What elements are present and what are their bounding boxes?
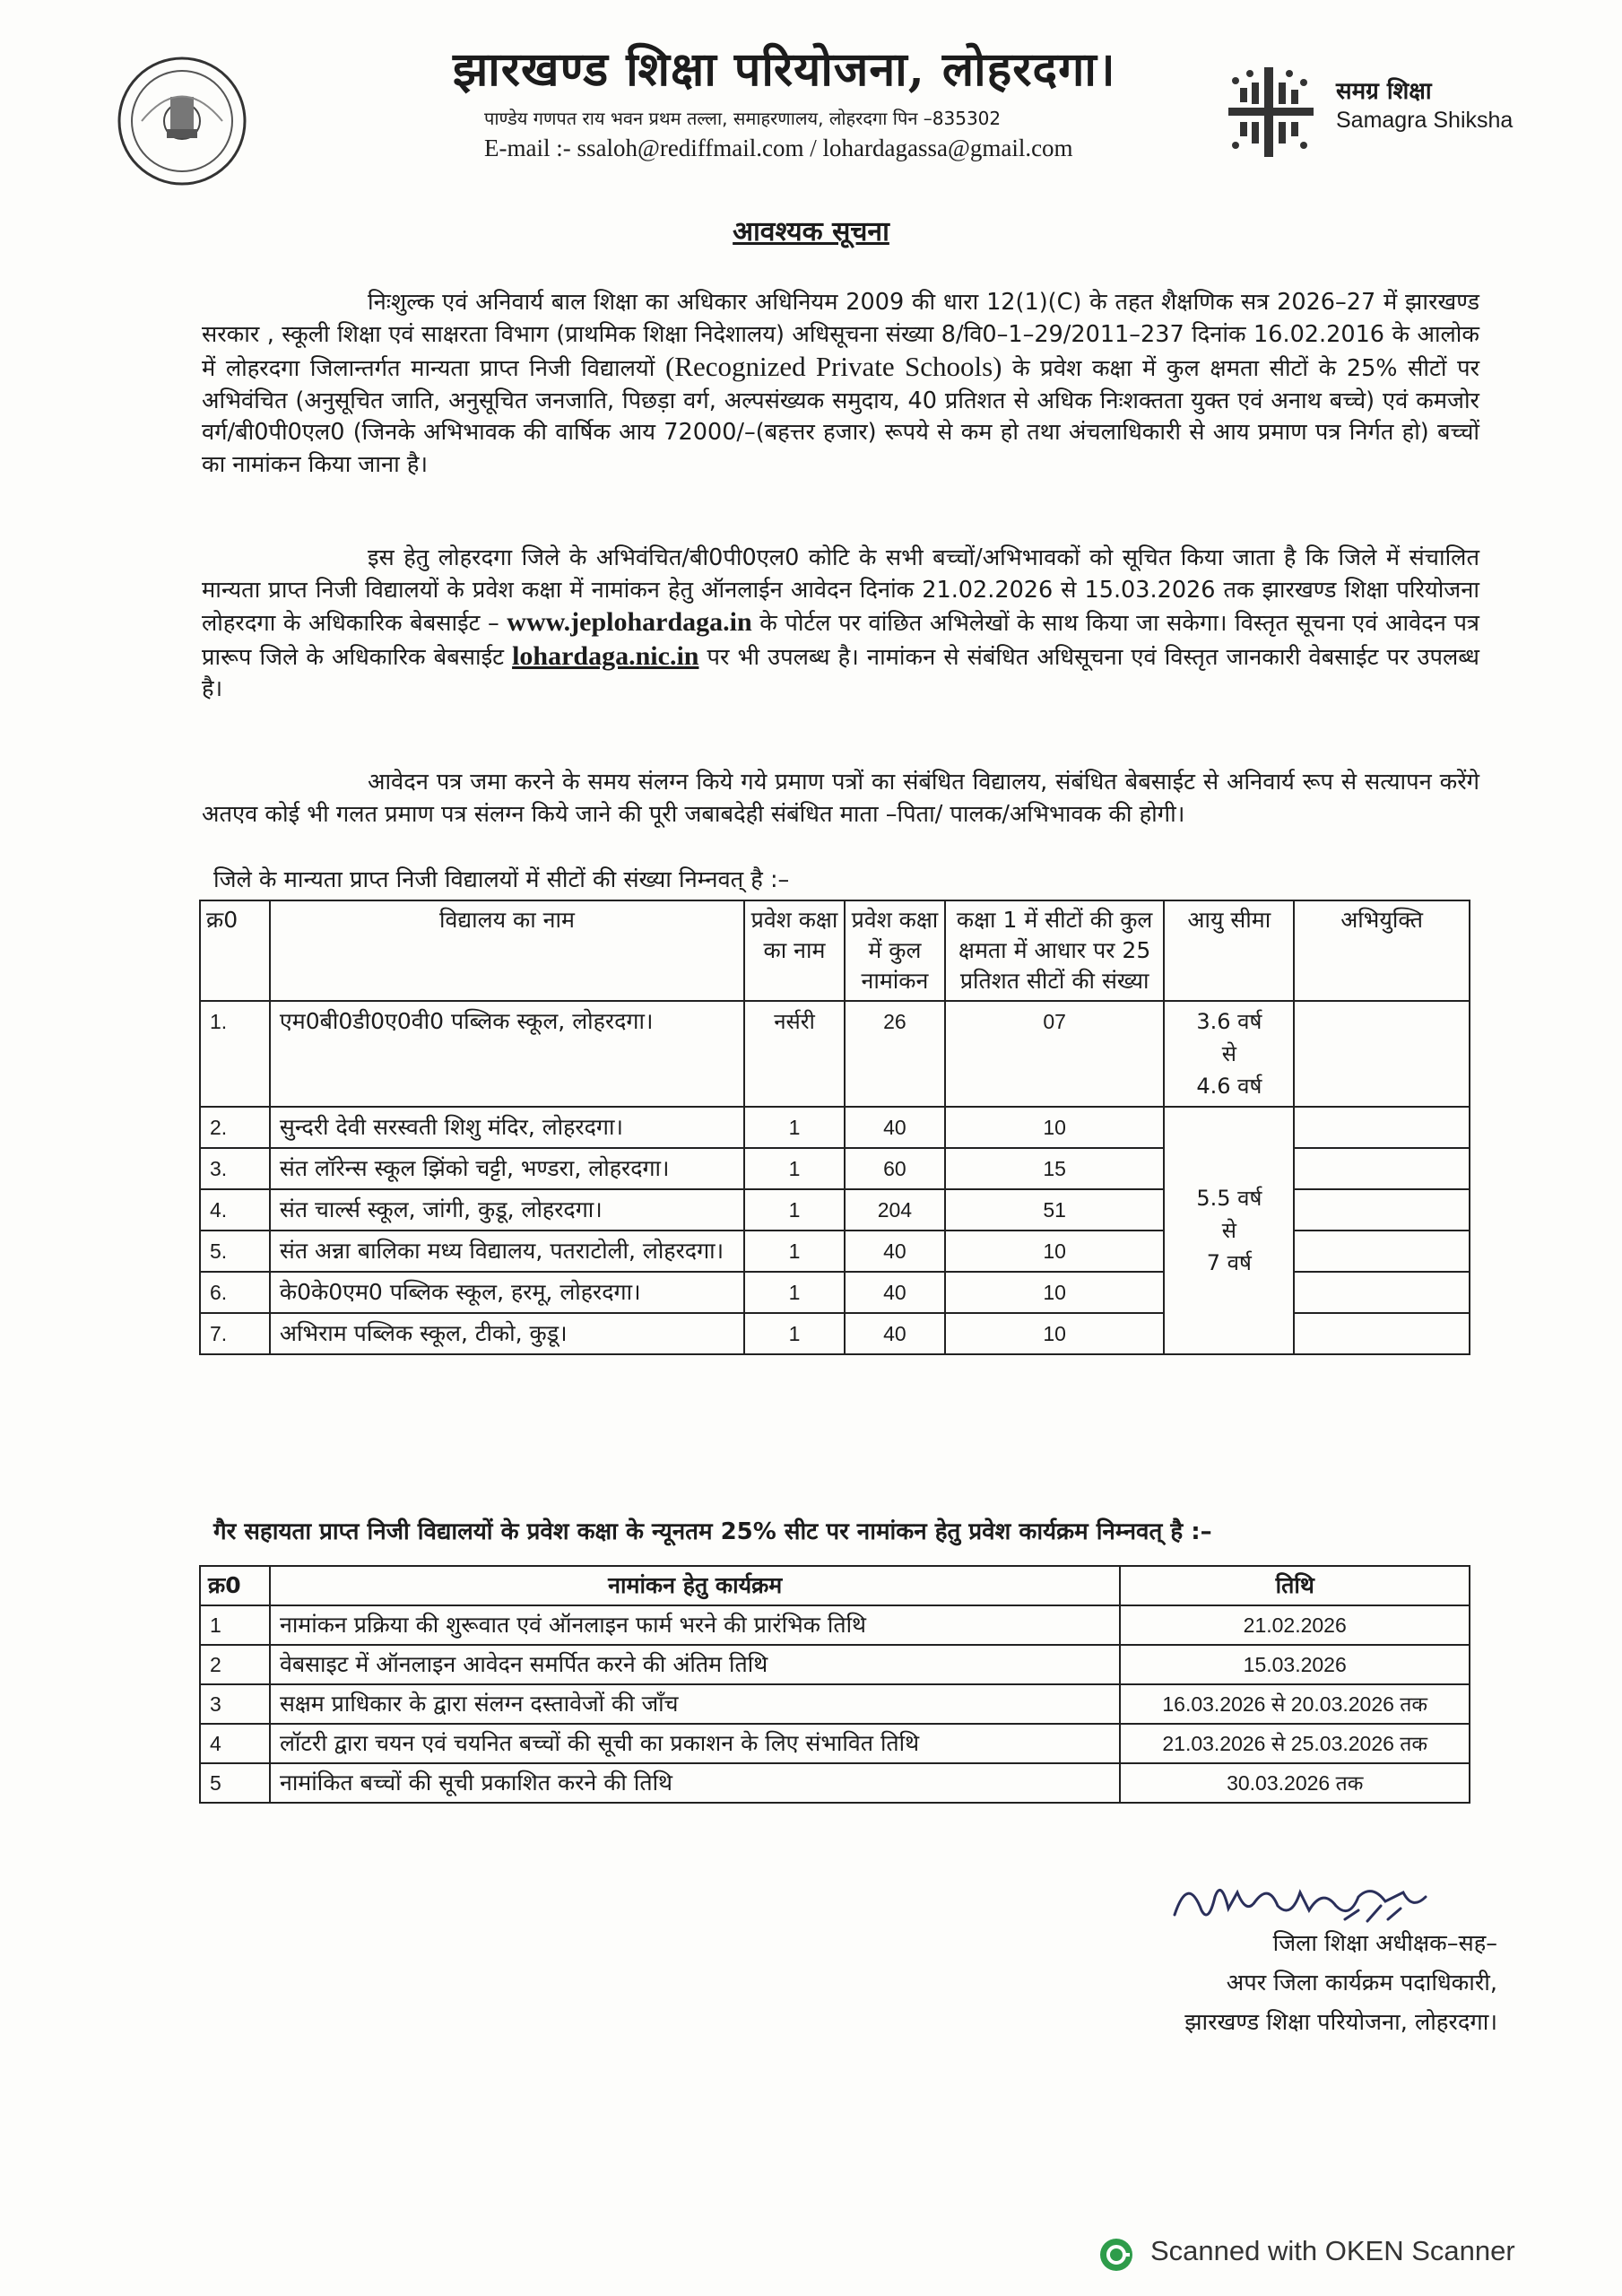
row-sn: 6. [200, 1272, 270, 1313]
row-remarks [1294, 1107, 1470, 1148]
row-total: 26 [845, 1001, 945, 1107]
age-limit-class-1 [1164, 1107, 1294, 1354]
signatory-line-3: झारखण्ड शिक्षा परियोजना, लोहरदगा। [1184, 2009, 1497, 2036]
district-website-link[interactable]: lohardaga.nic.in [512, 640, 699, 671]
notice-title: आवश्यक सूचना [733, 216, 889, 248]
table-row [200, 1001, 1470, 1107]
logo-hindi-text: समग्र शिक्षा [1336, 78, 1432, 105]
row-seats: 15 [945, 1148, 1165, 1189]
row-entry-class: नर्सरी [744, 1001, 845, 1107]
row-seats: 51 [945, 1189, 1165, 1231]
header-total-enrollment: प्रवेश कक्षा में कुल नामांकन [845, 900, 945, 1001]
row-program: नामांकित बच्चों की सूची प्रकाशित करने की तिथि [270, 1763, 1120, 1803]
row-sn: 2. [200, 1107, 270, 1148]
row-seats: 10 [945, 1313, 1165, 1354]
logo-english-text: Samagra Shiksha [1336, 108, 1514, 133]
row-program: सक्षम प्राधिकार के द्वारा संलग्न दस्तावेजों की जाँच [270, 1684, 1120, 1724]
row-sn: 3. [200, 1148, 270, 1189]
paragraph-1 [202, 287, 1479, 482]
portal-website-link[interactable]: www.jeplohardaga.in [507, 607, 752, 638]
row-total: 40 [845, 1107, 945, 1148]
row-entry-class: 1 [744, 1272, 845, 1313]
org-email: E-mail :- ssaloh@rediffmail.com / lohardagassa@gmail.com [484, 135, 1073, 161]
signatory-line-2: अपर जिला कार्यक्रम पदाधिकारी, [1226, 1970, 1497, 1996]
row-seats: 07 [945, 1001, 1165, 1107]
row-date: 15.03.2026 [1120, 1645, 1470, 1684]
org-address: पाण्डेय गणपत राय भवन प्रथम तल्ला, समाहरणालय, लोहरदगा पिन –835302 [484, 108, 1002, 129]
schedule-table-header [200, 1566, 1470, 1605]
row-program: नामांकन प्रक्रिया की शुरूवात एवं ऑनलाइन फार्म भरने की प्रारंभिक तिथि [270, 1605, 1120, 1645]
header-sn: क्र0 [200, 900, 270, 1001]
header-entry-class: प्रवेश कक्षा का नाम [744, 900, 845, 1001]
row-sn: 4 [200, 1724, 270, 1763]
paragraph-3 [202, 767, 1479, 831]
row-school-name: एम0बी0डी0ए0वी0 पब्लिक स्कूल, लोहरदगा। [270, 1001, 744, 1107]
row-entry-class: 1 [744, 1189, 845, 1231]
row-program: लॉटरी द्वारा चयन एवं चयनित बच्चों की सूची का प्रकाशन के लिए संभावित तिथि [270, 1724, 1120, 1763]
row-seats: 10 [945, 1272, 1165, 1313]
row-entry-class: 1 [744, 1148, 845, 1189]
seats-table-caption: जिले के मान्यता प्राप्त निजी विद्यालयों में सीटों की संख्या निम्नवत् है :– [213, 866, 790, 893]
row-entry-class: 1 [744, 1231, 845, 1272]
samagra-shiksha-logo-icon [1218, 63, 1325, 161]
paragraph-1-part-a: निःशुल्क एवं अनिवार्य बाल शिक्षा का अधिकार अधिनियम 2009 की धारा 12(1)(C) के तहत शैक्षणिक सत्र 2026–27 में झारखण्ड सरकार , स्कूली शिक्षा एवं साक्षरता विभाग (प्राथमिक शिक्षा निदेशालय) अधिसूचना संख्या 8/वि0–1–29/2011–237 दिनांक 16.02.2016 के आलोक में लोहरदगा जिलान्तर्गत मान्यता प्राप्त निजी विद्यालयों [202, 289, 1479, 383]
jharkhand-emblem-icon [115, 54, 249, 188]
row-sn: 3 [200, 1684, 270, 1724]
row-sn: 1. [200, 1001, 270, 1107]
table-row [200, 1645, 1470, 1684]
recognized-private-schools: (Recognized Private Schools) [664, 351, 1002, 383]
paragraph-2-part-b: के पोर्टल पर वांछित अभिलेखों के साथ किया जा सकेगा। विस्तृत सूचना एवं आवेदन पत्र प्रारूप जिले के अधिकारिक बेबसाईट [202, 610, 1480, 671]
paragraph-2-part-a: इस हेतु लोहरदगा जिले के अभिवंचित/बी0पी0एल0 कोटि के सभी बच्चों/अभिभावकों को सूचित किया जाता है कि जिले में संचालित मान्यता प्राप्त निजी विद्यालयों के प्रवेश कक्षा में नामांकन हेतु ऑनलाईन आवेदन दिनांक 21.02.2026 से 15.03.2026 तक झारखण्ड शिक्षा परियोजना लोहरदगा के अधिकारिक बेबसाईट – [202, 544, 1479, 638]
row-school-name: के0के0एम0 पब्लिक स्कूल, हरमू, लोहरदगा। [270, 1272, 744, 1313]
table-row [200, 1724, 1470, 1763]
row-sn: 2 [200, 1645, 270, 1684]
seats-table-header [200, 900, 1470, 1001]
row-total: 40 [845, 1313, 945, 1354]
row-date: 21.02.2026 [1120, 1605, 1470, 1645]
signatory-line-1: जिला शिक्षा अधीक्षक–सह– [1272, 1930, 1497, 1957]
paragraph-2 [202, 543, 1479, 706]
row-date: 16.03.2026 से 20.03.2026 तक [1120, 1684, 1470, 1724]
age-to: 4.6 वर्ष [1196, 1074, 1262, 1099]
age-limit-nursery [1164, 1001, 1294, 1107]
header-age-limit: आयु सीमा [1164, 900, 1294, 1001]
schedule-table [199, 1565, 1470, 1804]
row-entry-class: 1 [744, 1313, 845, 1354]
row-remarks [1294, 1001, 1470, 1107]
row-program: वेबसाइट में ऑनलाइन आवेदन समर्पित करने की अंतिम तिथि [270, 1645, 1120, 1684]
header-seat-count: कक्षा 1 में सीटों की कुल क्षमता में आधार पर 25 प्रतिशत सीटों की संख्या [945, 900, 1165, 1001]
row-school-name: संत अन्ना बालिका मध्य विद्यालय, पतराटोली, लोहरदगा। [270, 1231, 744, 1272]
oken-scanner-icon [1098, 2237, 1134, 2273]
header-sn: क्र0 [200, 1566, 270, 1605]
scanner-text: Scanned with OKEN Scanner [1150, 2235, 1515, 2266]
paragraph-1-part-c: के प्रवेश कक्षा में कुल क्षमता सीटों के 25% सीटों पर अभिवंचित (अनुसूचित जाति, अनुसूचित जनजाति, पिछड़ा वर्ग, अल्पसंख्यक समुदाय, 40 प्रतिशत से अधिक निःशक्तता युक्त एवं अनाथ बच्चे) एवं कमजोर वर्ग/बी0पी0एल0 (जिनके अभिभावक की वार्षिक आय 72000/–(बहत्तर हजार) रूपये से कम हो तथा अंचलाधिकारी से आय प्रमाण पत्र निर्गत हो) बच्चों का नामांकन किया जाना है। [202, 355, 1480, 478]
table-row [200, 1605, 1470, 1645]
row-remarks [1294, 1148, 1470, 1189]
row-sn: 1 [200, 1605, 270, 1645]
header-date: तिथि [1120, 1566, 1470, 1605]
row-sn: 5. [200, 1231, 270, 1272]
row-school-name: सुन्दरी देवी सरस्वती शिशु मंदिर, लोहरदगा। [270, 1107, 744, 1148]
row-date: 21.03.2026 से 25.03.2026 तक [1120, 1724, 1470, 1763]
row-school-name: संत लॉरेन्स स्कूल झिंको चट्टी, भण्डरा, लोहरदगा। [270, 1148, 744, 1189]
paragraph-2-part-c: पर भी उपलब्ध है। नामांकन से संबंधित अधिसूचना एवं विस्तृत जानकारी वेबसाईट पर उपलब्ध है। [202, 643, 1479, 703]
row-seats: 10 [945, 1231, 1165, 1272]
org-title: झारखण्ड शिक्षा परियोजना, लोहरदगा। [453, 42, 1116, 97]
schedule-table-caption: गैर सहायता प्राप्त निजी विद्यालयों के प्रवेश कक्षा के न्यूनतम 25% सीट पर नामांकन हेतु प्रवेश कार्यक्रम निम्नवत् है :– [213, 1518, 1212, 1545]
row-date: 30.03.2026 तक [1120, 1763, 1470, 1803]
age-from: 5.5 वर्ष [1196, 1186, 1262, 1211]
row-seats: 10 [945, 1107, 1165, 1148]
row-total: 40 [845, 1231, 945, 1272]
row-total: 40 [845, 1272, 945, 1313]
table-row [200, 1684, 1470, 1724]
row-total: 204 [845, 1189, 945, 1231]
age-from: 3.6 वर्ष [1196, 1009, 1262, 1034]
row-remarks [1294, 1231, 1470, 1272]
header-school-name: विद्यालय का नाम [270, 900, 744, 1001]
row-entry-class: 1 [744, 1107, 845, 1148]
seats-table [199, 900, 1470, 1355]
row-remarks [1294, 1313, 1470, 1354]
row-sn: 4. [200, 1189, 270, 1231]
table-row [200, 1107, 1470, 1148]
table-row [200, 1763, 1470, 1803]
age-to-word: से [1221, 1218, 1236, 1243]
row-remarks [1294, 1189, 1470, 1231]
row-sn: 5 [200, 1763, 270, 1803]
age-to-word: से [1221, 1041, 1236, 1066]
signatory-block [1031, 1924, 1497, 2042]
row-total: 60 [845, 1148, 945, 1189]
row-remarks [1294, 1272, 1470, 1313]
paragraph-3-text: आवेदन पत्र जमा करने के समय संलग्न किये गये प्रमाण पत्रों का संबंधित विद्यालय, संबंधित बेबसाईट से अनिवार्य रूप से सत्यापन करेंगे अतएव कोई भी गलत प्रमाण पत्र संलग्न किये जाने की पूरी जबाबदेही संबंधित माता –पिता/ पालक/अभिभावक की होगी। [202, 769, 1479, 828]
header-remarks: अभियुक्ति [1294, 900, 1470, 1001]
row-school-name: अभिराम पब्लिक स्कूल, टीको, कुडू। [270, 1313, 744, 1354]
header-program: नामांकन हेतु कार्यक्रम [270, 1566, 1120, 1605]
age-to: 7 वर्ष [1206, 1250, 1252, 1275]
row-school-name: संत चार्ल्स स्कूल, जांगी, कुडू, लोहरदगा। [270, 1189, 744, 1231]
row-sn: 7. [200, 1313, 270, 1354]
